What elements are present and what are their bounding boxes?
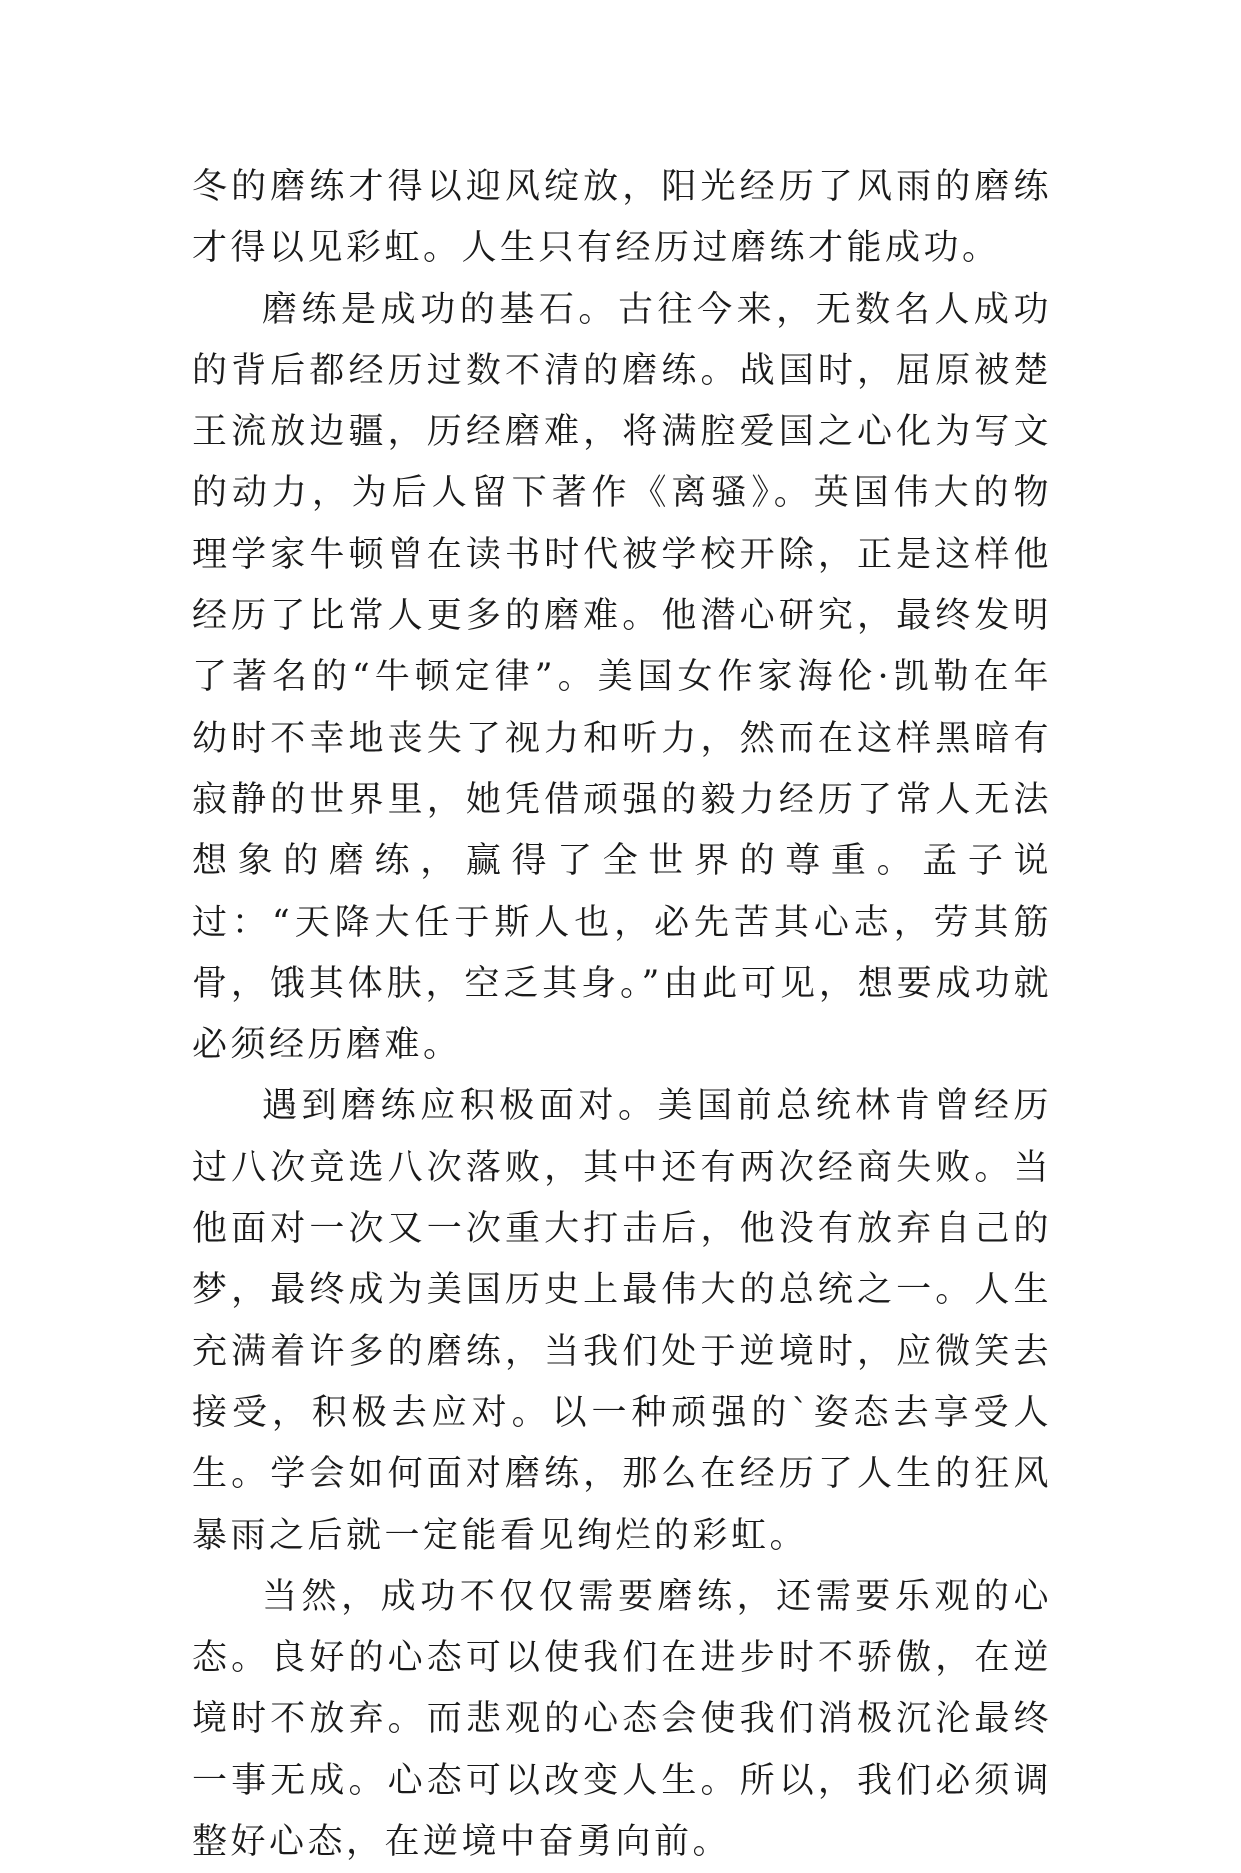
paragraph-1: 冬的磨练才得以迎风绽放，阳光经历了风雨的磨练才得以见彩虹。人生只有经历过磨练才能成功。 [192, 167, 1052, 269]
paragraph-4: 当然，成功不仅仅需要磨练，还需要乐观的心态。良好的心态可以使我们在进步时不骄傲，在逆境时不放弃。而悲观的心态会使我们消极沉沦最终一事无成。心态可以改变人生。所以，我们必须调整好心态，在逆境中奋勇向前。 [192, 1576, 1052, 1863]
paragraph-2: 磨练是成功的基石。古往今来，无数名人成功的背后都经历过数不清的磨练。战国时，屈原被楚王流放边疆，历经磨难，将满腔爱国之心化为写文的动力，为后人留下著作《离骚》。英国伟大的物理学家牛顿曾在读书时代被学校开除，正是这样他经历了比常人更多的磨难。他潜心研究，最终发明了著名的“牛顿定律”。美国女作家海伦·凯勒在年幼时不幸地丧失了视力和听力，然而在这样黑暗有寂静的世界里，她凭借顽强的毅力经历了常人无法想象的磨练，赢得了全世界的尊重。孟子说过：“天降大任于斯人也，必先苦其心志，劳其筋骨，饿其体肤，空乏其身。”由此可见，想要成功就必须经历磨难。 [192, 289, 1052, 1066]
essay-body [192, 157, 1052, 1873]
paragraph-3: 遇到磨练应积极面对。美国前总统林肯曾经历过八次竞选八次落败，其中还有两次经商失败。当他面对一次又一次重大打击后，他没有放弃自己的梦，最终成为美国历史上最伟大的总统之一。人生充满着许多的磨练，当我们处于逆境时，应微笑去接受，积极去应对。以一种顽强的`姿态去享受人生。学会如何面对磨练，那么在经历了人生的狂风暴雨之后就一定能看见绚烂的彩虹。 [192, 1086, 1052, 1556]
